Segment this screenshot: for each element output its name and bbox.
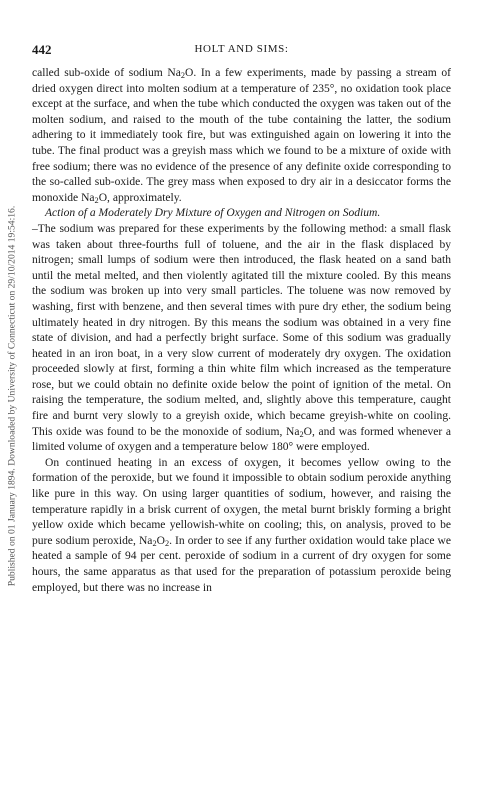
download-note: Published on 01 January 1894. Downloaded by University of Connecticut on 29/10/2014 19:54:16. — [6, 205, 18, 587]
text-span: On continued heating in an excess of oxygen, it becomes yellow owing to the formation of the peroxide, but we found it impossible to obtain sodium peroxide anything like pure in this way. On using larger quantities of sodium, however, and raising the temperature rapidly in a brisk current of oxygen, the metal burnt briskly forming a bright yellow oxide which became yellowish-white on cooling; this, on analysis, proved to be pure sodium peroxide, Na — [32, 456, 451, 547]
subscript: 2 — [180, 71, 186, 81]
text-span: . In order to see if any further oxidation would take place we heated a sample of 94 per cent. peroxide of sodium in a current of dry oxygen for some hours, the same apparatus as that used for the preparation of potassium peroxide being employed, but there was no increase in — [32, 534, 451, 594]
paragraph-1 — [32, 66, 451, 206]
subscript: 2 — [164, 538, 170, 548]
page-number: 442 — [32, 42, 52, 57]
text-span: called sub-oxide of sodium Na — [32, 67, 181, 79]
subscript: 2 — [94, 195, 99, 205]
paragraph-3 — [32, 456, 451, 596]
text-span: O — [156, 534, 165, 547]
text-span: O, approximately. — [98, 191, 182, 204]
subscript: 2 — [299, 429, 304, 439]
body-text — [32, 66, 451, 596]
running-head: HOLT AND SIMS: — [194, 43, 289, 55]
text-span: O. In a few experiments, made by passing a stream of dried oxygen direct into molten sodium at a temperature of 235°, no oxidation took place except at the surface, and when the tube which conducted the oxygen was taken out of the molten sodium, and raised to the mouth of the tube containing the latter, the sodium adhering to it immediately took fire, but was extinguished again on lowering it into the tube. The final product was a greyish mass which we found to be a mixture of oxide with free sodium; there was no evidence of the presence of any definite oxide corresponding to the so-called sub-oxide. The grey mass when exposed to dry air in a desiccator forms the monoxide Na — [32, 67, 451, 204]
text-span: –The sodium was prepared for these experiments by the following method: a small flask was taken about three-fourths full of toluene, and the air in the flask displaced by nitrogen; small lumps of sodium were then introduced, the flask heated on a sand bath until the metal melted, and then violently agitated till the mixture cooled. By this means the sodium was broken up into very small particles. The toluene was now removed by washing, first with benzene, and then several times with pure dry ether, the sodium being ultimately heated in dry nitrogen. By this means the sodium was obtained in a very fine state of division, and had a perfectly bright surface. Some of this sodium was gradually heated in an iron boat, in a very slow current of moderately dry oxygen. The oxidation proceeded slowly at first, forming a thin white film which increased as the temperature rose, but we could obtain no definite oxide below the point of ignition of the metal. On raising the temperature, the sodium melted, and, slightly above this temperature, caught fire and burnt very slowly to a greyish oxide, which became greyish-white on cooling. This oxide was found to be the monoxide of sodium, Na — [32, 222, 451, 438]
section-heading: Action of a Moderately Dry Mixture of Oxygen and Nitrogen on Sodium. — [45, 207, 381, 220]
text-span: O, and was formed whenever a limited volume of oxygen and a temperature below 180° were employed. — [32, 425, 451, 454]
subscript: 2 — [152, 538, 157, 548]
download-watermark — [0, 0, 24, 792]
page-header — [32, 42, 451, 58]
paragraph-2 — [32, 206, 451, 456]
